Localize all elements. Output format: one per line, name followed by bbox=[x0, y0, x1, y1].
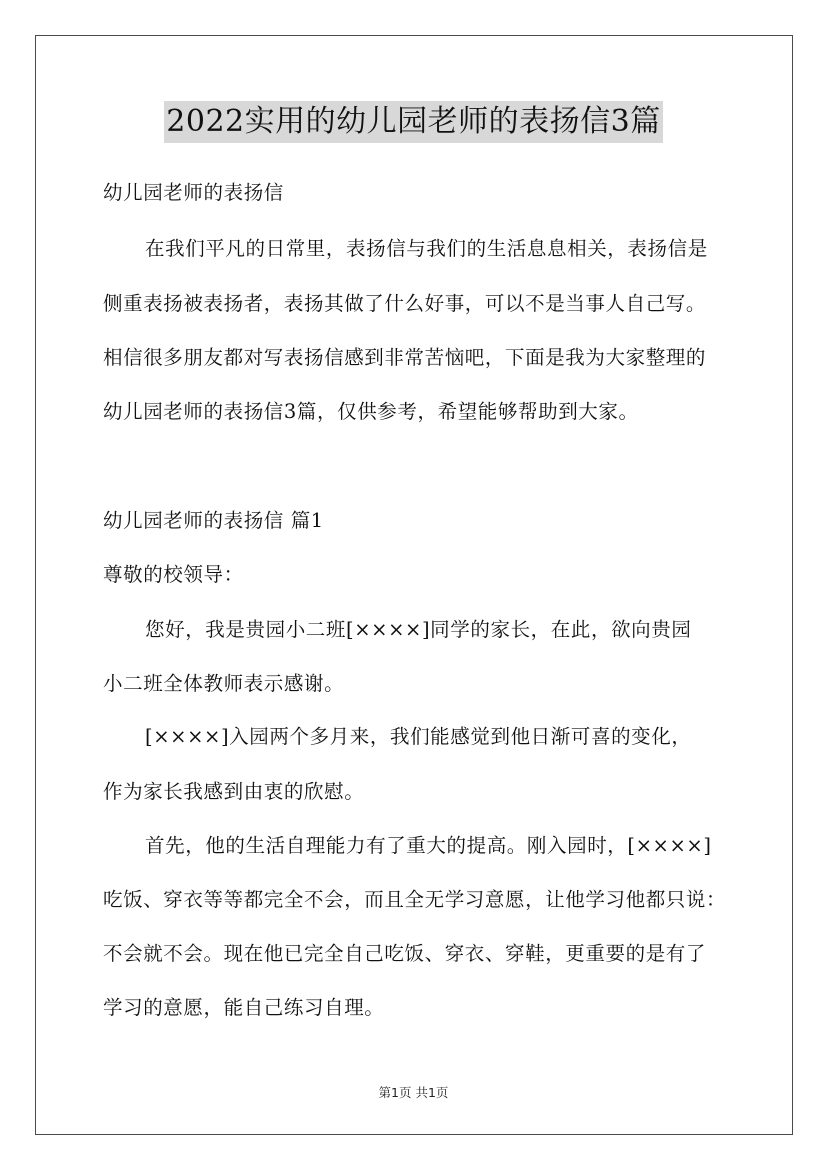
page-number: 第1页 共1页 bbox=[378, 1085, 449, 1100]
intro-line: 幼儿园老师的表扬信3篇，仅供参考，希望能够帮助到大家。 bbox=[103, 400, 639, 423]
paragraph-line: 首先，他的生活自理能力有了重大的提高。刚入园时，[××××] bbox=[145, 834, 712, 857]
paragraph-line: 吃饭、穿衣等等都完全不会，而且全无学习意愿，让他学习他都只说： bbox=[103, 888, 727, 911]
paragraph-line: 学习的意愿，能自己练习自理。 bbox=[103, 996, 385, 1019]
intro-line: 在我们平凡的日常里，表扬信与我们的生活息息相关，表扬信是 bbox=[145, 237, 708, 260]
paragraph-line: 小二班全体教师表示感谢。 bbox=[103, 672, 345, 695]
salutation: 尊敬的校领导： bbox=[103, 563, 244, 586]
intro-line: 侧重表扬被表扬者，表扬其做了什么好事，可以不是当事人自己写。 bbox=[103, 292, 707, 315]
paragraph-line: 作为家长我感到由衷的欣慰。 bbox=[103, 780, 365, 803]
paragraph-line: 您好，我是贵园小二班[××××]同学的家长，在此，欲向贵园 bbox=[145, 618, 692, 641]
intro-line: 相信很多朋友都对写表扬信感到非常苦恼吧，下面是我为大家整理的 bbox=[103, 346, 707, 369]
document-title: 2022实用的幼儿园老师的表扬信3篇 bbox=[0, 101, 827, 143]
paragraph-line: [××××]入园两个多月来，我们能感觉到他日渐可喜的变化， bbox=[145, 725, 692, 748]
intro-heading: 幼儿园老师的表扬信 bbox=[103, 181, 284, 204]
paragraph-line: 不会就不会。现在他已完全自己吃饭、穿衣、穿鞋，更重要的是有了 bbox=[103, 942, 707, 965]
section-heading: 幼儿园老师的表扬信 篇1 bbox=[103, 509, 324, 532]
